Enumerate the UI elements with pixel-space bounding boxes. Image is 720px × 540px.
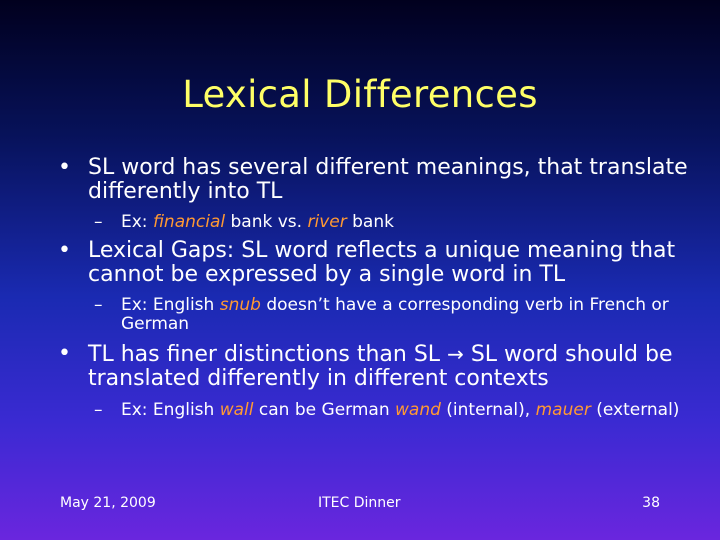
bullet-marker: • [58, 155, 71, 180]
footer-date: May 21, 2009 [60, 495, 156, 511]
bullet-text: SL word has several different meanings, that translate differently into TL [88, 155, 688, 204]
footer-title: ITEC Dinner [318, 495, 401, 511]
bullet-item [54, 342, 694, 391]
sub-text-middle: bank vs. [225, 212, 308, 232]
slide-number: 38 [642, 495, 660, 511]
right-arrow-icon: → [447, 342, 464, 366]
highlight-term: mauer [535, 400, 591, 420]
sub-bullet-marker: – [94, 212, 103, 232]
bullet-item [54, 239, 694, 287]
sub-bullet-marker: – [94, 295, 103, 315]
sub-text-middle: (internal), [440, 400, 536, 420]
bullet-item [54, 156, 694, 204]
highlight-term: financial [152, 212, 226, 232]
slide-title: Lexical Differences [182, 73, 538, 116]
sub-text-prefix: Ex: [121, 212, 153, 232]
sub-text-suffix: (external) [590, 400, 680, 420]
sub-bullet-item [54, 213, 694, 232]
highlight-term: wand [395, 400, 441, 420]
highlight-term: snub [219, 295, 261, 315]
bullet-list [54, 156, 694, 420]
highlight-term: river [307, 212, 347, 232]
bullet-marker: • [58, 341, 71, 366]
bullet-text-continued: SL word should be translated differently in different contexts [88, 342, 673, 391]
sub-text-suffix: bank [346, 212, 394, 232]
highlight-term: wall [219, 400, 254, 420]
sub-bullet-marker: – [94, 400, 103, 420]
bullet-marker: • [58, 238, 71, 263]
sub-bullet-item [54, 296, 694, 334]
sub-text-suffix: doesn’t have a corresponding verb in French or German [121, 295, 669, 334]
bullet-text: TL has finer distinctions than SL [88, 342, 448, 367]
sub-text-prefix: Ex: English [121, 400, 220, 420]
sub-text-middle: can be German [253, 400, 395, 420]
sub-bullet-item [54, 401, 694, 420]
bullet-text: Lexical Gaps: SL word reflects a unique meaning that cannot be expressed by a single word in TL [88, 238, 676, 287]
sub-text-prefix: Ex: English [121, 295, 220, 315]
